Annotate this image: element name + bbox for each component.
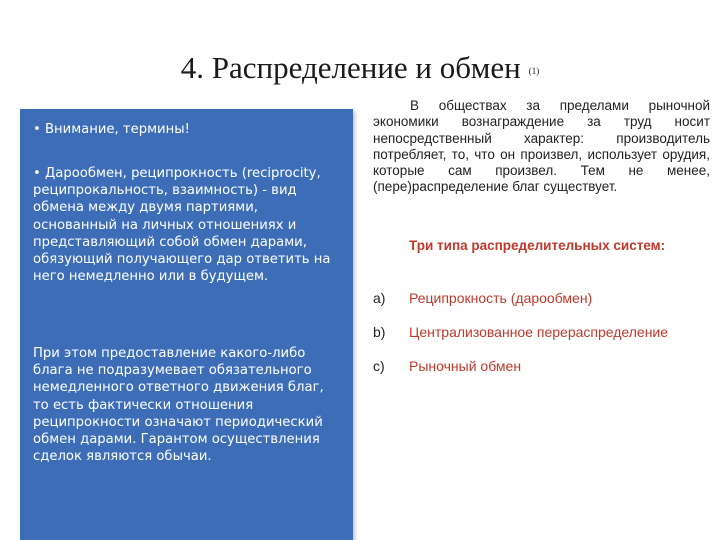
definition-bullet: • Дарообмен, реципрокность (reciprocity, реципрокальность, взаимность) - вид обмена между двумя партиями, основанный на личных отношениях и представляющий собой обмен дарами, обязующий получающего дар ответить на него немедленно или в будущем. xyxy=(33,166,331,285)
list-label: Централизованное перераспределение xyxy=(409,324,669,340)
list-marker: b) xyxy=(373,324,386,340)
systems-heading: Три типа распределительных систем: xyxy=(409,238,666,253)
slide-title-text: 4. Распределение и обмен xyxy=(180,50,521,85)
definitions-panel xyxy=(20,109,353,540)
slide-title xyxy=(0,50,720,86)
list-marker: a) xyxy=(373,290,386,306)
list-label: Рыночный обмен xyxy=(409,358,522,374)
list-label: Реципрокность (дарообмен) xyxy=(409,290,593,306)
list-marker: c) xyxy=(373,358,385,374)
intro-paragraph: В обществах за пределами рыночной экономики вознаграждение за труд носит непосредственный характер: производитель потребляет, то, что он произвел, использует орудия, которые сам произвел. Тем не менее, (пере)распределение благ существует. xyxy=(373,98,710,195)
slide-title-note: (1) xyxy=(528,65,540,76)
list-item xyxy=(373,358,521,374)
explanation-paragraph: При этом предоставление какого-либо блага не подразумевает обязательного немедленного ответного движения благ, то есть фактически отношения реципрокности означают периодический обмен дарами. Гарантом осуществления сделок являются обычаи. xyxy=(33,346,324,465)
attention-bullet: • Внимание, термины! xyxy=(33,122,190,137)
list-item xyxy=(373,324,668,340)
list-item xyxy=(373,290,592,306)
